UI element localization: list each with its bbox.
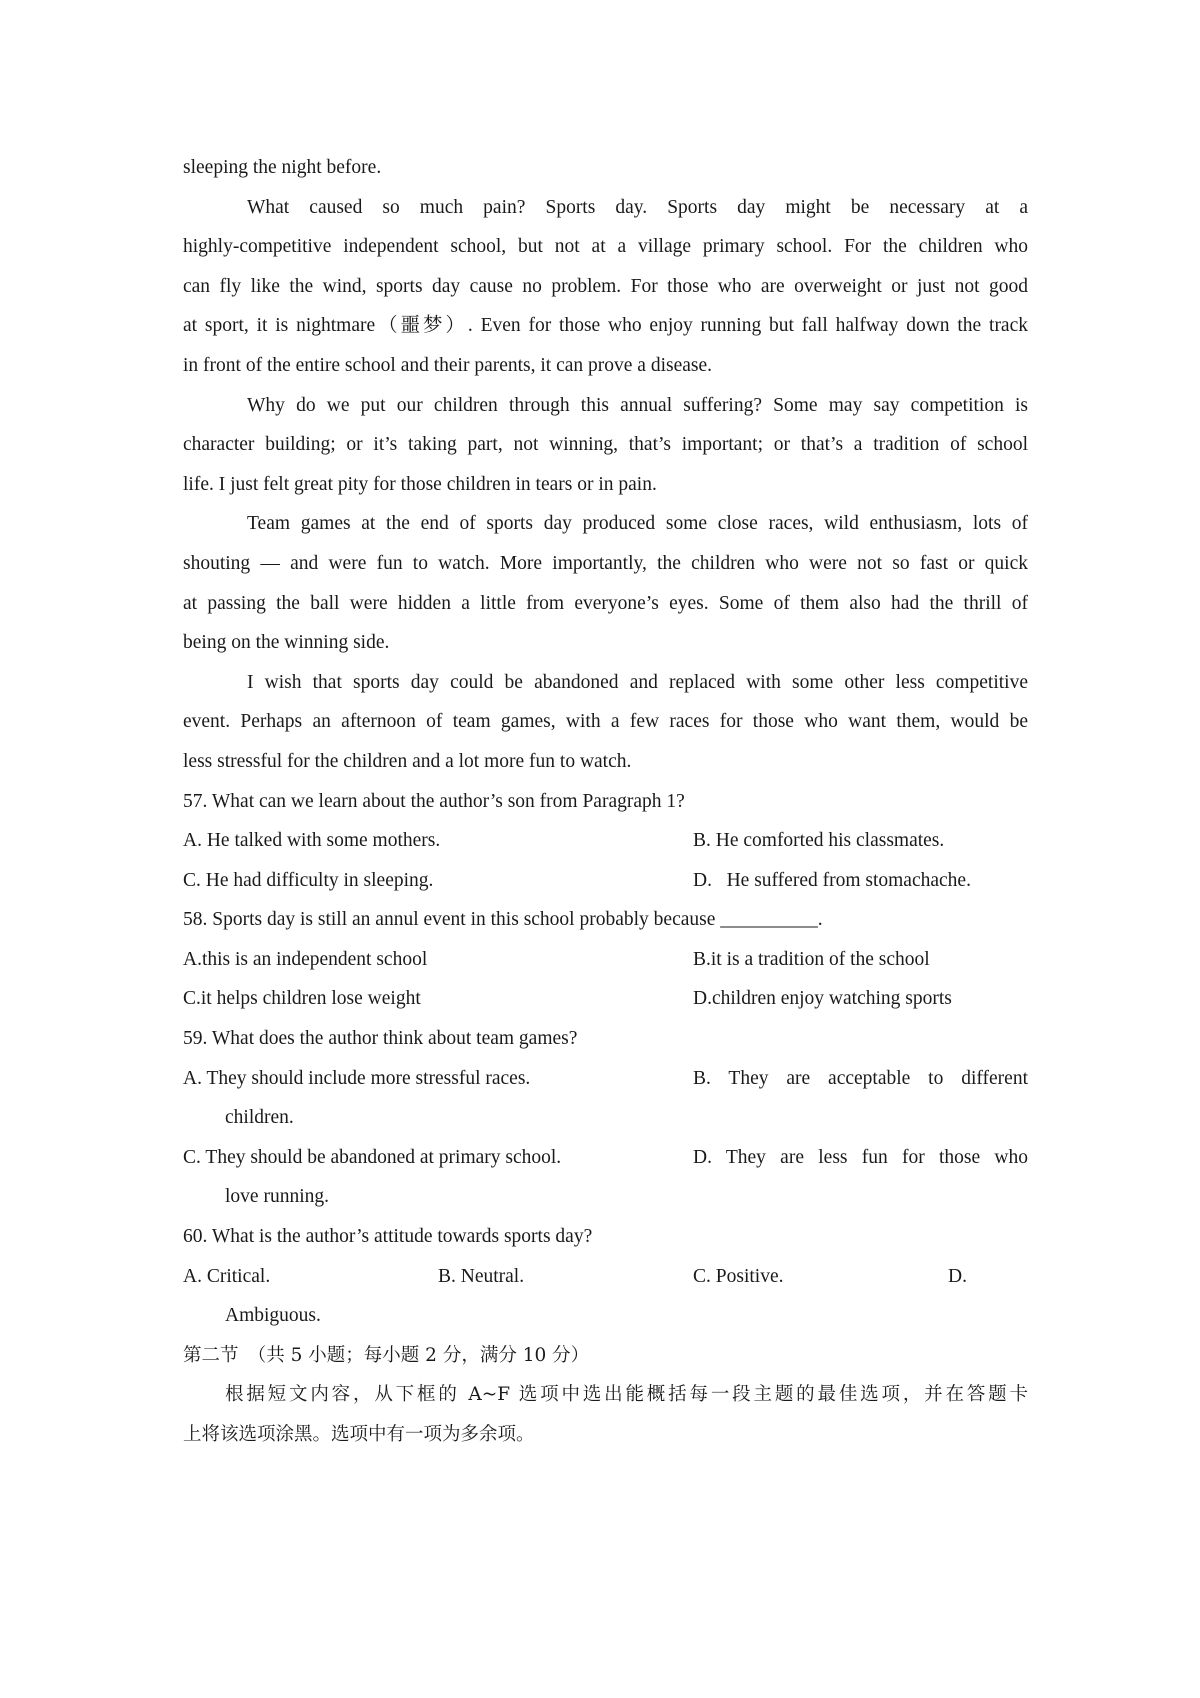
option-57-d: D. He suffered from stomachache.: [693, 869, 971, 891]
passage-line: in front of the entire school and their parents, it can prove a disease.: [183, 354, 713, 376]
option-60-d: D.: [948, 1265, 967, 1287]
option-57-a: A. He talked with some mothers.: [183, 830, 441, 852]
option-57-c: C. He had difficulty in sleeping.: [183, 869, 434, 891]
option-60-d-continued: Ambiguous.: [225, 1305, 321, 1327]
exam-page: [183, 148, 1028, 1455]
section-2-instruction-line: 根据短文内容，从下框的 A~F 选项中选出能概括每一段主题的最佳选项，并在答题卡: [225, 1384, 1028, 1406]
passage-line: I wish that sports day could be abandoned and replaced with some other less competitive: [247, 671, 1028, 693]
question-59-stem: 59. What does the author think about team games?: [183, 1028, 578, 1050]
passage-line: less stressful for the children and a lot more fun to watch.: [183, 750, 632, 772]
question-59-options-row-2: [183, 1138, 1028, 1178]
option-60-c: C. Positive.: [693, 1265, 784, 1287]
passage-line: at sport, it is nightmare（噩梦）. Even for those who enjoy running but fall halfway down the track: [183, 315, 1028, 337]
question-58-stem: 58. Sports day is still an annul event in this school probably because __________.: [183, 909, 823, 931]
section-2-instruction-line: 上将该选项涂黑。选项中有一项为多余项。: [183, 1424, 535, 1445]
passage-line: highly-competitive independent school, but not at a village primary school. For the children who: [183, 236, 1028, 258]
passage-line: sleeping the night before.: [183, 157, 382, 178]
option-58-c: C.it helps children lose weight: [183, 988, 421, 1010]
question-57-options-row-2: [183, 861, 1028, 901]
passage-line: event. Perhaps an afternoon of team games, with a few races for those who want them, would be: [183, 711, 1028, 733]
passage-line: life. I just felt great pity for those children in tears or in pain.: [183, 473, 657, 495]
option-60-a: A. Critical.: [183, 1265, 271, 1287]
option-59-d: D. They are less fun for those who: [693, 1146, 1028, 1168]
question-58-options-row-2: [183, 979, 1028, 1019]
passage-line: Team games at the end of sports day produced some close races, wild enthusiasm, lots of: [247, 513, 1028, 535]
option-59-b-continued: children.: [225, 1107, 294, 1129]
passage-line: at passing the ball were hidden a little from everyone’s eyes. Some of them also had the thrill of: [183, 592, 1028, 614]
option-59-a: A. They should include more stressful races.: [183, 1067, 531, 1089]
option-59-b: B. They are acceptable to different: [693, 1067, 1028, 1089]
question-60-options-row: [183, 1257, 1028, 1297]
passage-line: can fly like the wind, sports day cause no problem. For those who are overweight or just not good: [183, 275, 1028, 297]
option-59-d-continued: love running.: [225, 1186, 329, 1208]
passage-line: What caused so much pain? Sports day. Sports day might be necessary at a: [247, 196, 1028, 218]
option-59-c: C. They should be abandoned at primary school.: [183, 1146, 562, 1168]
question-59-options-row-1: [183, 1059, 1028, 1099]
question-57-options-row-1: [183, 821, 1028, 861]
passage-line: character building; or it’s taking part, not winning, that’s important; or that’s a tradition of school: [183, 434, 1028, 456]
option-58-b: B.it is a tradition of the school: [693, 948, 930, 970]
question-60-stem: 60. What is the author’s attitude towards sports day?: [183, 1226, 593, 1248]
option-57-b: B. He comforted his classmates.: [693, 830, 945, 852]
passage-line: shouting — and were fun to watch. More importantly, the children who were not so fast or quick: [183, 552, 1028, 574]
question-58-options-row-1: [183, 940, 1028, 980]
option-60-b: B. Neutral.: [438, 1265, 525, 1287]
passage-line: being on the winning side.: [183, 632, 390, 654]
passage-line: Why do we put our children through this annual suffering? Some may say competition is: [247, 394, 1028, 416]
option-58-a: A.this is an independent school: [183, 948, 428, 970]
question-57-stem: 57. What can we learn about the author’s son from Paragraph 1?: [183, 790, 685, 812]
section-2-heading: 第二节 （共 5 小题；每小题 2 分，满分 10 分）: [183, 1344, 590, 1366]
option-58-d: D.children enjoy watching sports: [693, 988, 952, 1010]
